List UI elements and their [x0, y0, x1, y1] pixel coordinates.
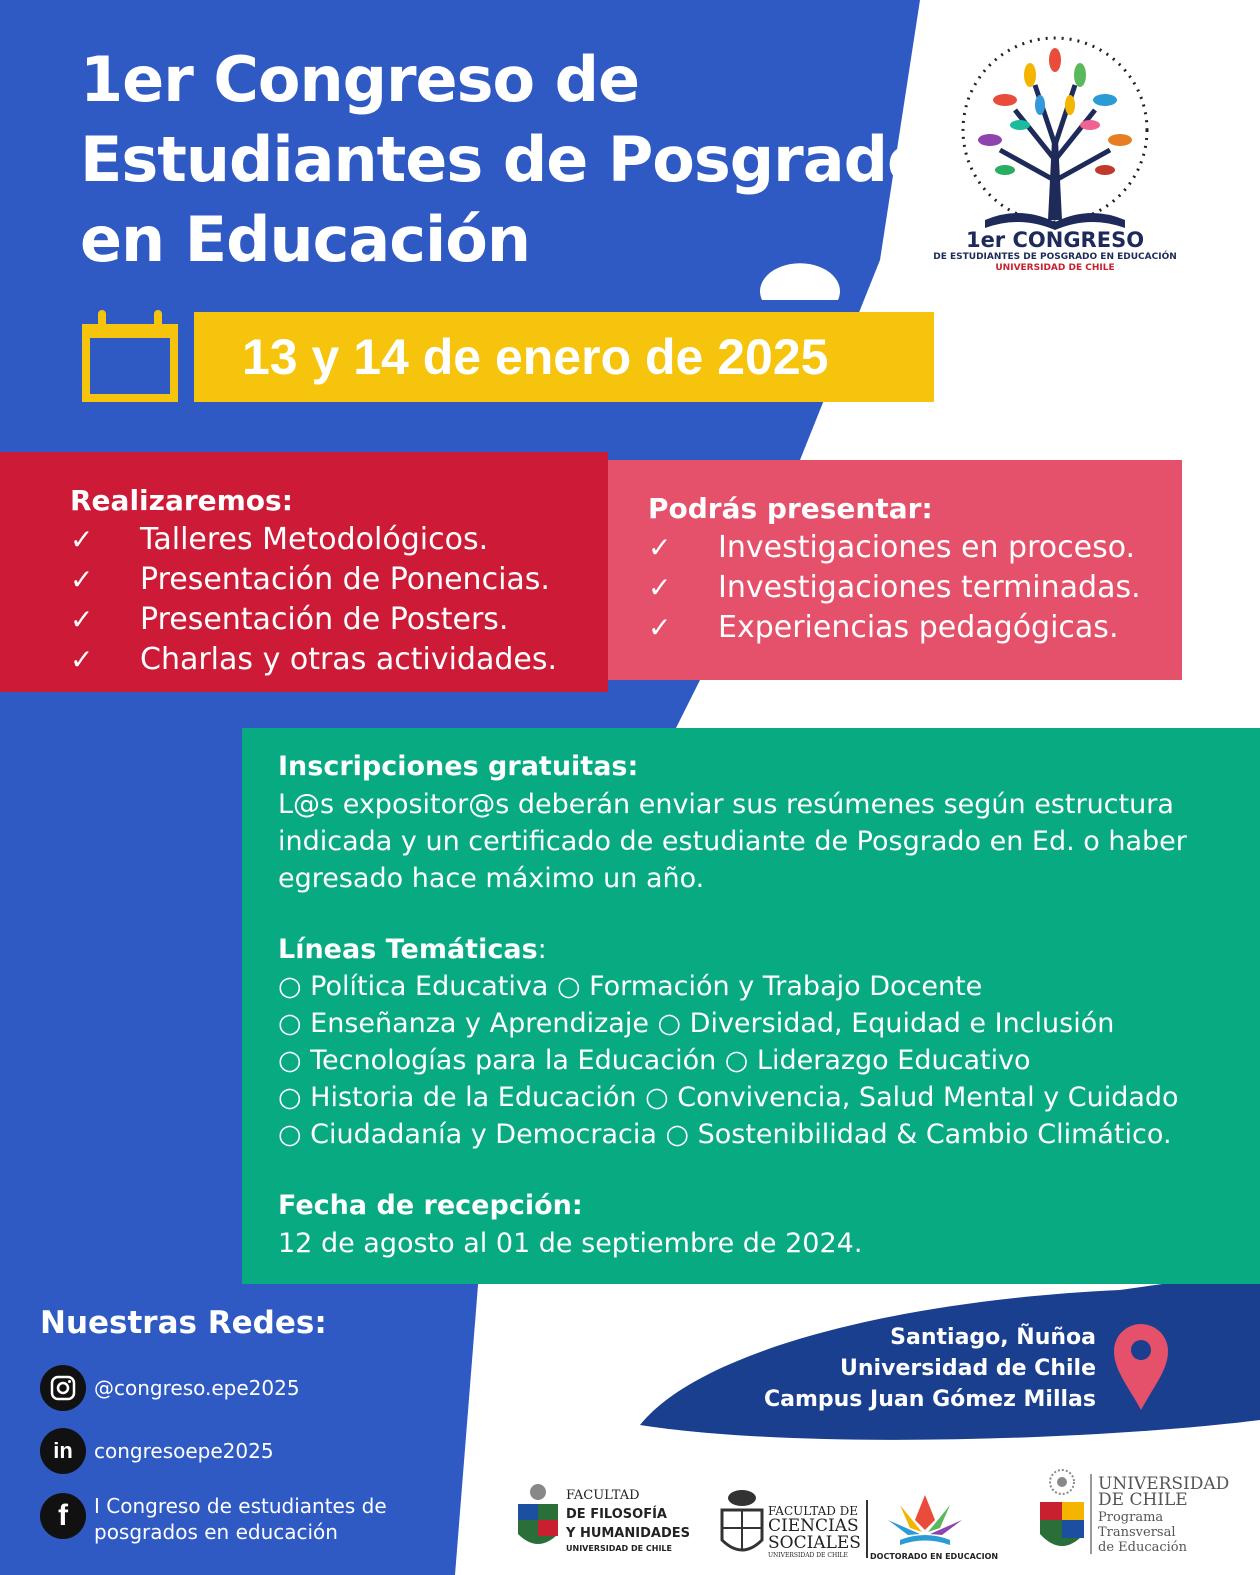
linkedin-icon: in	[40, 1428, 86, 1474]
logo-subtitle: DE ESTUDIANTES DE POSGRADO EN EDUCACIÓN	[933, 252, 1177, 262]
list-item: ✓ Charlas y otras actividades.	[70, 640, 608, 680]
realizaremos-box	[0, 452, 608, 692]
realizaremos-heading: Realizaremos:	[70, 484, 293, 517]
lineas-heading: Líneas Temáticas	[278, 934, 538, 965]
instagram-handle: @congreso.epe2025	[94, 1376, 300, 1400]
uchile-logo: UNIVERSIDAD DE CHILE Programa Transversal de Educación	[1098, 1474, 1230, 1555]
main-title	[80, 40, 929, 280]
facebook-name-1: I Congreso de estudiantes de	[94, 1494, 387, 1518]
sociales-shield-icon	[720, 1488, 764, 1560]
presentar-box	[608, 460, 1182, 680]
list-item: ✓ Presentación de Ponencias.	[70, 560, 608, 600]
check-icon: ✓	[70, 603, 94, 636]
info-box	[242, 728, 1260, 1284]
check-icon: ✓	[648, 531, 672, 564]
inscripciones-line: egresado hace máximo un año.	[278, 863, 705, 894]
check-icon: ✓	[648, 571, 672, 604]
lineas-row: ○ Ciudadanía y Democracia ○ Sostenibilidad & Cambio Climático.	[278, 1119, 1172, 1150]
uchile-shield-icon	[1038, 1466, 1086, 1558]
title-line-2: Estudiantes de Posgrado	[80, 123, 929, 196]
ciencias-sociales-logo: FACULTAD DE CIENCIAS SOCIALES UNIVERSIDAD DE CHILE	[768, 1504, 861, 1559]
logo-divider	[866, 1500, 868, 1558]
list-item: ✓ Investigaciones terminadas.	[648, 568, 1182, 608]
facebook-name-2: posgrados en educación	[94, 1520, 338, 1544]
list-item: ✓ Experiencias pedagógicas.	[648, 608, 1182, 648]
uchile-divider	[1090, 1474, 1092, 1554]
event-date: 13 y 14 de enero de 2025	[194, 312, 934, 402]
redes-title: Nuestras Redes:	[40, 1305, 327, 1341]
recepcion-text: 12 de agosto al 01 de septiembre de 2024.	[278, 1228, 863, 1259]
presentar-heading: Podrás presentar:	[648, 492, 933, 525]
lineas-row: ○ Historia de la Educación ○ Convivencia, Salud Mental y Cuidado	[278, 1082, 1179, 1113]
check-icon: ✓	[70, 643, 94, 676]
linkedin-link[interactable]	[40, 1428, 274, 1474]
logo-university: UNIVERSIDAD DE CHILE	[995, 263, 1115, 273]
check-icon: ✓	[70, 563, 94, 596]
inscripciones-heading: Inscripciones gratuitas:	[278, 751, 639, 782]
recepcion-heading: Fecha de recepción:	[278, 1190, 583, 1221]
facebook-link[interactable]	[40, 1493, 387, 1545]
list-item: ✓ Presentación de Posters.	[70, 600, 608, 640]
location-text: Santiago, Ñuñoa Universidad de Chile Campus Juan Gómez Millas	[763, 1325, 1096, 1412]
doctorado-logo-icon	[880, 1490, 970, 1550]
title-line-3: en Educación	[80, 203, 530, 276]
list-item: ✓ Talleres Metodológicos.	[70, 520, 608, 560]
filosofia-logo: FACULTAD DE FILOSOFÍA Y HUMANIDADES UNIVERSIDAD DE CHILE	[566, 1488, 690, 1553]
lineas-row: ○ Enseñanza y Aprendizaje ○ Diversidad, Equidad e Inclusión	[278, 1008, 1115, 1039]
lineas-row: ○ Tecnologías para la Educación ○ Liderazgo Educativo	[278, 1045, 1031, 1076]
check-icon: ✓	[648, 611, 672, 644]
filosofia-shield-icon	[516, 1482, 560, 1554]
check-icon: ✓	[70, 523, 94, 556]
inscripciones-line: indicada y un certificado de estudiante de Posgrado en Ed. o haber	[278, 826, 1187, 857]
logo-congreso: 1er CONGRESO	[965, 228, 1145, 252]
instagram-icon	[40, 1365, 86, 1411]
doctorado-label: DOCTORADO EN EDUCACION	[870, 1552, 999, 1561]
linkedin-handle: congresoepe2025	[94, 1439, 274, 1463]
calendar-icon	[82, 306, 178, 402]
list-item: ✓ Investigaciones en proceso.	[648, 528, 1182, 568]
instagram-link[interactable]	[40, 1365, 300, 1411]
title-line-1: 1er Congreso de	[80, 43, 640, 116]
lineas-heading-row: Líneas Temáticas:	[278, 934, 547, 965]
lineas-row: ○ Política Educativa ○ Formación y Trabajo Docente	[278, 971, 983, 1002]
facebook-icon: f	[40, 1493, 86, 1539]
inscripciones-line: L@s expositor@s deberán enviar sus resúmenes según estructura	[278, 789, 1174, 820]
location-pin-icon	[1110, 1320, 1172, 1412]
